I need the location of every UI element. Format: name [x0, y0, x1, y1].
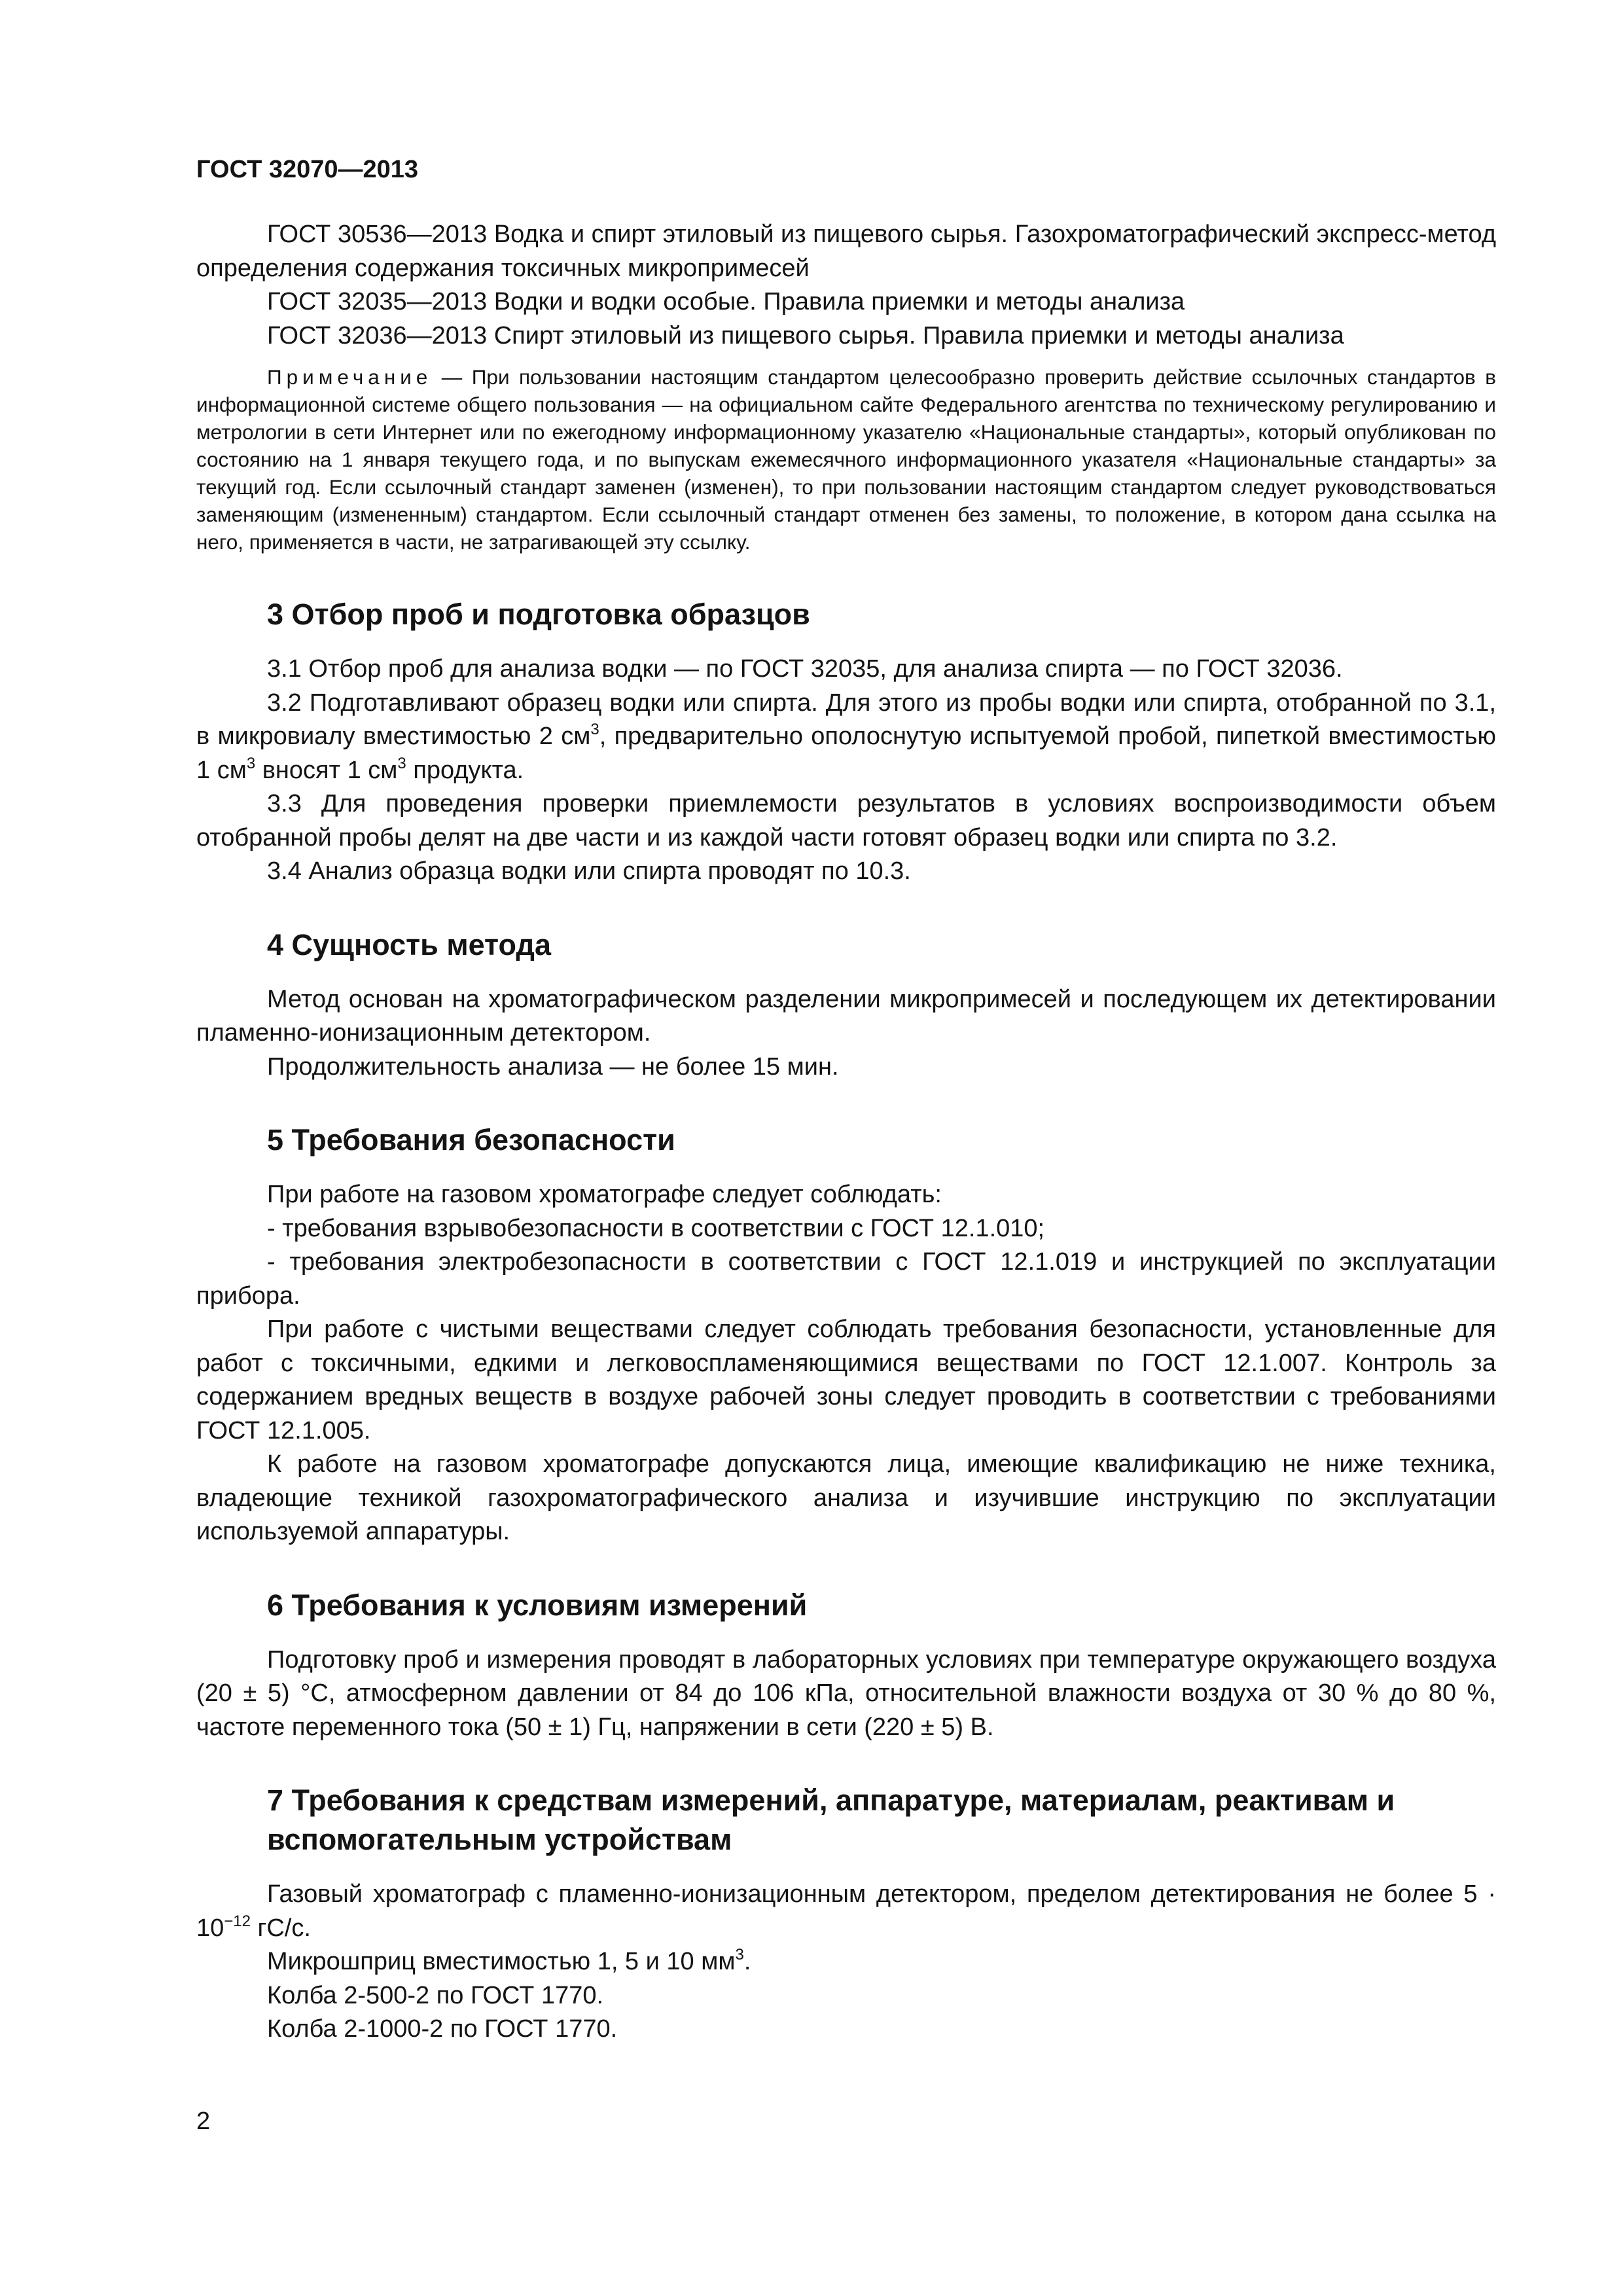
section-7-paragraph: Колба 2-500-2 по ГОСТ 1770.: [267, 1981, 604, 2009]
section-4-paragraph: Продолжительность анализа — не более 15 мин.: [267, 1052, 839, 1081]
section-3-paragraph: 3.3 Для проведения проверки приемлемости результатов в условиях воспроизводимости объем отобранной пробы делят на две части и из каждой части готовят образец водки или спирта по 3.2.: [196, 790, 1496, 852]
section-6-paragraph: Подготовку проб и измерения проводят в лабораторных условиях при температуре окружающего воздуха (20 ± 5) °С, атмосферном давлении от 84 до 106 кПа, относительной влажности воздуха от 30 % до 80 %, частоте переменного тока (50 ± 1) Гц, напряжении в сети (220 ± 5) В.: [196, 1645, 1496, 1741]
section-5-paragraph: - требования взрывобезопасности в соответствии с ГОСТ 12.1.010;: [267, 1214, 1045, 1242]
section-7-paragraph: Микрошприц вместимостью 1, 5 и 10 $мм^3$.: [267, 1946, 751, 1975]
reference-item: ГОСТ 32035—2013 Водки и водки особые. Правила приемки и методы анализа: [267, 288, 1185, 315]
section-5-paragraph: При работе на газовом хроматографе следует соблюдать:: [267, 1181, 942, 1208]
section-7-title: 7 Требования к средствам измерений, аппаратуре, материалам, реактивам и вспомогательным устройствам: [267, 1784, 1395, 1856]
section-3-paragraph: 3.4 Анализ образца водки или спирта проводят по 10.3.: [267, 857, 911, 885]
section-5-title: 5 Требования безопасности: [267, 1123, 675, 1157]
note-paragraph: [196, 363, 1496, 556]
page-number: 2: [196, 2108, 211, 2135]
section-4-title: 4 Сущность метода: [267, 927, 551, 961]
section-6-title: 6 Требования к условиям измерений: [267, 1588, 808, 1622]
reference-item: ГОСТ 32036—2013 Спирт этиловый из пищевого сырья. Правила приемки и методы анализа: [267, 321, 1344, 350]
note-label: Примечание: [267, 365, 433, 389]
section-7-paragraph: Колба 2-1000-2 по ГОСТ 1770.: [267, 2015, 618, 2043]
section-7-paragraph: Газовый хроматограф с пламенно-ионизационным детектором, пределом детектирования не более $5 \cdot 10^{-12}$ гС/с.: [196, 1880, 1496, 1942]
reference-item: ГОСТ 30536—2013 Водка и спирт этиловый из пищевого сырья. Газохроматографический экспресс-метод определения содержания токсичных микропримесей: [196, 221, 1496, 282]
section-5-paragraph: - требования электробезопасности в соответствии с ГОСТ 12.1.019 и инструкцией по эксплуатации прибора.: [196, 1248, 1496, 1310]
document-header: ГОСТ 32070—2013: [196, 156, 419, 183]
section-3-title: 3 Отбор проб и подготовка образцов: [267, 598, 810, 631]
references-list: [196, 218, 1496, 353]
section-3-paragraph: 3.1 Отбор проб для анализа водки — по ГОСТ 32035, для анализа спирта — по ГОСТ 32036.: [267, 655, 1343, 683]
section-5-paragraph: К работе на газовом хроматографе допускаются лица, имеющие квалификацию не ниже техника, владеющие техникой газохроматографического анализа и изучившие инструкцию по эксплуатации используемой аппаратуры.: [196, 1450, 1496, 1545]
document-page: [196, 156, 1496, 2047]
section-3-paragraph: 3.2 Подготавливают образец водки или спирта. Для этого из пробы водки или спирта, отобранной по 3.1, в микровиалу вместимостью 2 $см^3$, предварительно ополоснутую испытуемой пробой, пипеткой вместимостью 1 $см^3$ вносят 1 $см^3$ продукта.: [196, 689, 1496, 784]
section-4-paragraph: Метод основан на хроматографическом разделении микропримесей и последующем их детектировании пламенно-ионизационным детектором.: [196, 985, 1496, 1047]
note-text: — При пользовании настоящим стандартом целесообразно проверить действие ссылочных стандартов в информационной системе общего пользования — на официальном сайте Федерального агентства по техническому регулированию и метрологии в сети Интернет или по ежегодному информационному указателю «Национальные стандарты», который опубликован по состоянию на 1 января текущего года, и по выпускам ежемесячного информационного указателя «Национальные стандарты» за текущий год. Если ссылочный стандарт заменен (изменен), то при пользовании настоящим стандартом следует руководствоваться заменяющим (измененным) стандартом. Если ссылочный стандарт отменен без замены, то положение, в котором дана ссылка на него, применяется в части, не затрагивающей эту ссылку.: [196, 365, 1496, 554]
section-5-paragraph: При работе с чистыми веществами следует соблюдать требования безопасности, установленные для работ с токсичными, едкими и легковоспламеняющимися веществами по ГОСТ 12.1.007. Контроль за содержанием вредных веществ в воздухе рабочей зоны следует проводить в соответствии с требованиями ГОСТ 12.1.005.: [196, 1316, 1496, 1444]
